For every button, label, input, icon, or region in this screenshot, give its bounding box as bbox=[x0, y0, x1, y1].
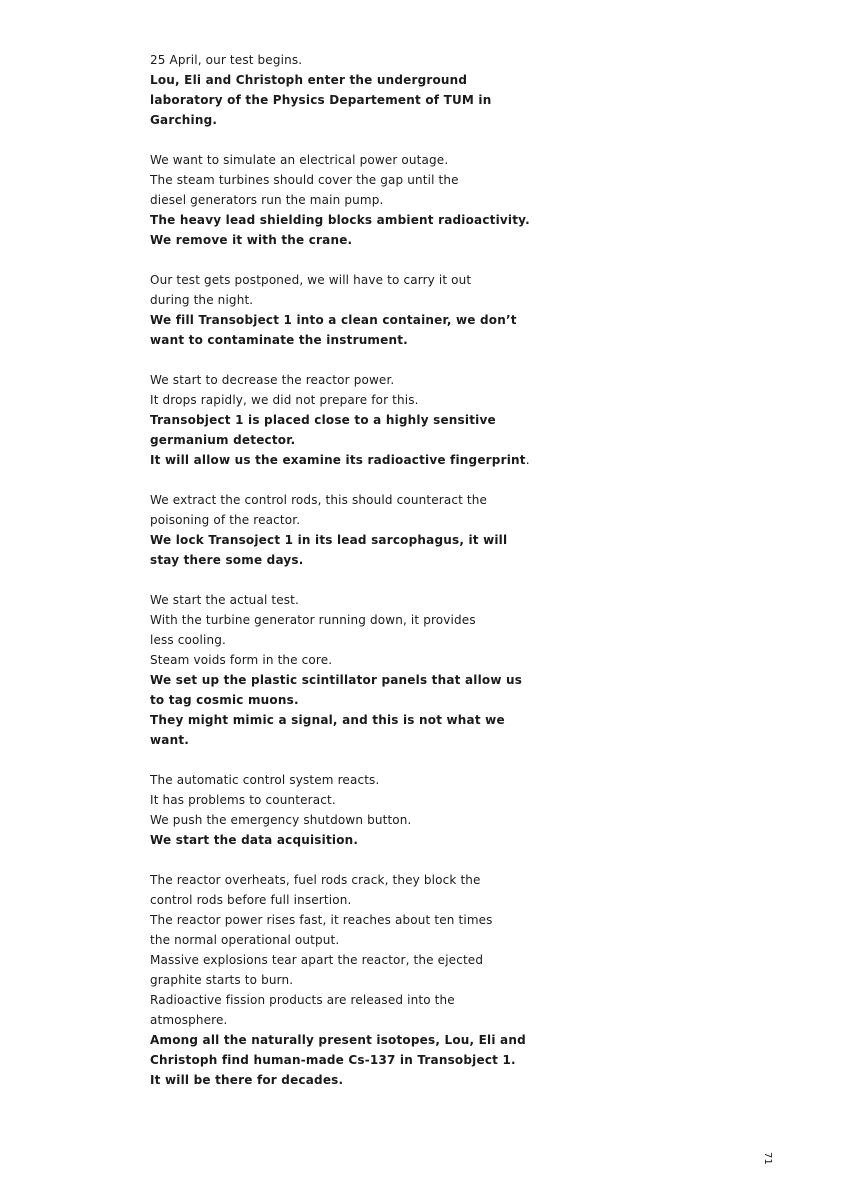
page-number: 71 bbox=[762, 1152, 773, 1165]
text-line bbox=[150, 790, 490, 810]
text-line bbox=[150, 970, 490, 990]
text-line bbox=[150, 230, 490, 250]
line-text: Garching. bbox=[150, 113, 218, 127]
line-text: Lou, Eli and Christoph enter the underground bbox=[150, 73, 468, 87]
text-line bbox=[150, 70, 490, 90]
line-text: We start the actual test. bbox=[150, 593, 300, 607]
text-line bbox=[150, 1050, 516, 1070]
text-line bbox=[150, 110, 490, 130]
line-text: We push the emergency shutdown button. bbox=[150, 813, 412, 827]
line-text: We remove it with the crane. bbox=[150, 233, 353, 247]
text-line bbox=[150, 930, 490, 950]
line-text: With the turbine generator running down, it provides bbox=[150, 613, 476, 627]
text-line bbox=[150, 210, 530, 230]
line-text: The reactor overheats, fuel rods crack, they block the bbox=[150, 873, 481, 887]
line-text: during the night. bbox=[150, 293, 254, 307]
text-line bbox=[150, 590, 490, 610]
paragraph-spacer bbox=[150, 570, 490, 590]
text-line bbox=[150, 450, 530, 470]
line-text: germanium detector. bbox=[150, 433, 296, 447]
line-tail: . bbox=[525, 453, 530, 467]
paragraph-spacer bbox=[150, 350, 490, 370]
line-text: atmosphere. bbox=[150, 1013, 228, 1027]
text-line bbox=[150, 510, 490, 530]
line-text: It will allow us the examine its radioactive fingerprint bbox=[150, 453, 526, 467]
line-text: Radioactive fission products are released into the bbox=[150, 993, 455, 1007]
line-text: We set up the plastic scintillator panels that allow us bbox=[150, 673, 523, 687]
line-text: 25 April, our test begins. bbox=[150, 53, 303, 67]
body-text bbox=[150, 50, 530, 1090]
paragraph-spacer bbox=[150, 850, 490, 870]
line-text: We start the data acquisition. bbox=[150, 833, 359, 847]
line-text: We lock Transoject 1 in its lead sarcophagus, it will bbox=[150, 533, 508, 547]
text-line bbox=[150, 950, 490, 970]
line-text: Massive explosions tear apart the reactor, the ejected bbox=[150, 953, 484, 967]
text-line bbox=[150, 810, 490, 830]
text-line bbox=[150, 770, 490, 790]
text-line bbox=[150, 630, 490, 650]
text-line bbox=[150, 710, 505, 730]
text-line bbox=[150, 190, 490, 210]
text-line bbox=[150, 50, 490, 70]
line-text: It will be there for decades. bbox=[150, 1073, 344, 1087]
line-text: We extract the control rods, this should counteract the bbox=[150, 493, 488, 507]
text-line bbox=[150, 670, 523, 690]
line-text: The reactor power rises fast, it reaches about ten times bbox=[150, 913, 493, 927]
text-line bbox=[150, 990, 490, 1010]
text-line bbox=[150, 430, 490, 450]
line-text: the normal operational output. bbox=[150, 933, 340, 947]
text-line bbox=[150, 1070, 490, 1090]
line-text: Christoph find human-made Cs-137 in Transobject 1. bbox=[150, 1053, 516, 1067]
text-line bbox=[150, 890, 490, 910]
line-text: We start to decrease the reactor power. bbox=[150, 373, 395, 387]
line-text: control rods before full insertion. bbox=[150, 893, 352, 907]
text-line bbox=[150, 90, 490, 110]
text-line bbox=[150, 490, 490, 510]
line-text: The steam turbines should cover the gap until the bbox=[150, 173, 459, 187]
line-text: They might mimic a signal, and this is not what we bbox=[150, 713, 505, 727]
text-line bbox=[150, 870, 490, 890]
line-text: The automatic control system reacts. bbox=[150, 773, 380, 787]
line-text: It drops rapidly, we did not prepare for this. bbox=[150, 393, 419, 407]
text-line bbox=[150, 730, 490, 750]
text-line bbox=[150, 330, 490, 350]
text-line bbox=[150, 370, 490, 390]
line-text: want. bbox=[150, 733, 190, 747]
text-line bbox=[150, 410, 496, 430]
paragraph-spacer bbox=[150, 750, 490, 770]
line-text: want to contaminate the instrument. bbox=[150, 333, 408, 347]
text-line bbox=[150, 530, 508, 550]
text-line bbox=[150, 690, 490, 710]
text-line bbox=[150, 550, 490, 570]
text-line bbox=[150, 150, 490, 170]
text-line bbox=[150, 170, 490, 190]
text-line bbox=[150, 650, 490, 670]
paragraph-spacer bbox=[150, 130, 490, 150]
line-text: We fill Transobject 1 into a clean container, we don’t bbox=[150, 313, 517, 327]
line-text: to tag cosmic muons. bbox=[150, 693, 299, 707]
text-line bbox=[150, 910, 493, 930]
text-line bbox=[150, 610, 490, 630]
paragraph-spacer bbox=[150, 470, 490, 490]
line-text: less cooling. bbox=[150, 633, 226, 647]
text-line bbox=[150, 290, 490, 310]
line-text: laboratory of the Physics Departement of TUM in bbox=[150, 93, 492, 107]
line-text: Transobject 1 is placed close to a highly sensitive bbox=[150, 413, 496, 427]
line-text: diesel generators run the main pump. bbox=[150, 193, 384, 207]
line-text: Our test gets postponed, we will have to carry it out bbox=[150, 273, 472, 287]
text-line bbox=[150, 1030, 526, 1050]
text-line bbox=[150, 1010, 490, 1030]
text-line bbox=[150, 390, 490, 410]
line-text: Steam voids form in the core. bbox=[150, 653, 333, 667]
text-line bbox=[150, 270, 490, 290]
line-text: graphite starts to burn. bbox=[150, 973, 294, 987]
line-text: poisoning of the reactor. bbox=[150, 513, 301, 527]
text-line bbox=[150, 830, 490, 850]
line-text: We want to simulate an electrical power outage. bbox=[150, 153, 449, 167]
text-line bbox=[150, 310, 517, 330]
line-text: It has problems to counteract. bbox=[150, 793, 336, 807]
line-text: stay there some days. bbox=[150, 553, 304, 567]
paragraph-spacer bbox=[150, 250, 490, 270]
line-text: Among all the naturally present isotopes, Lou, Eli and bbox=[150, 1033, 526, 1047]
line-text: The heavy lead shielding blocks ambient radioactivity. bbox=[150, 213, 530, 227]
